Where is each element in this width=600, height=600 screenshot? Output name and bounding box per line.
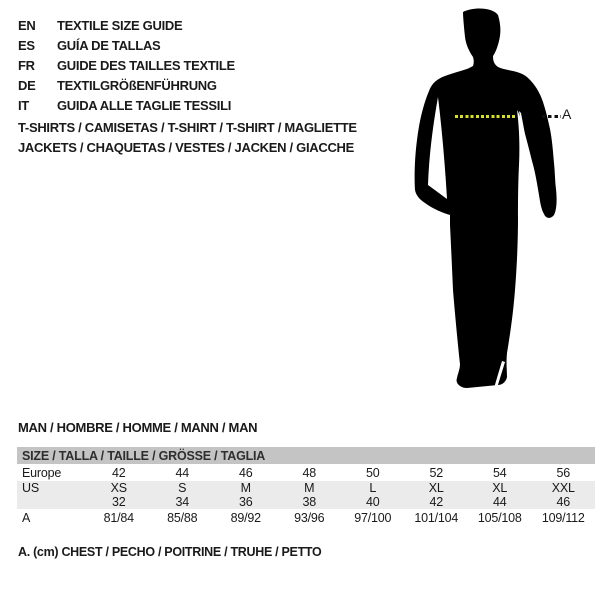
row-label: US bbox=[22, 481, 39, 495]
table-cell: 48 bbox=[302, 465, 316, 480]
section-title-man: MAN / HOMBRE / HOMME / MANN / MAN bbox=[18, 420, 258, 435]
table-cell: 54 bbox=[492, 465, 507, 480]
language-title: GUIDE DES TAILLES TEXTILE bbox=[57, 57, 235, 73]
language-row-it bbox=[18, 95, 235, 115]
table-cell: 109/112 bbox=[541, 511, 585, 525]
size-table bbox=[17, 447, 595, 527]
table-cell: 89/92 bbox=[230, 511, 261, 525]
table-cell: L bbox=[369, 481, 377, 495]
table-cell: M bbox=[240, 481, 251, 495]
table-cell: 101/104 bbox=[414, 511, 459, 525]
category-jackets: JACKETS / CHAQUETAS / VESTES / JACKEN / GIACCHE bbox=[18, 139, 354, 155]
language-code: DE bbox=[18, 77, 36, 93]
table-cell: 52 bbox=[429, 465, 443, 480]
table-cell: 40 bbox=[365, 495, 380, 509]
measure-pointer-line bbox=[542, 115, 561, 118]
measurement-footnote: A. (cm) CHEST / PECHO / POITRINE / TRUHE / PETTO bbox=[18, 545, 322, 559]
table-cell: 56 bbox=[556, 465, 570, 480]
row-label: Europe bbox=[22, 465, 62, 480]
row-label: A bbox=[22, 511, 31, 525]
table-cell: 93/96 bbox=[294, 511, 325, 525]
language-title: TEXTILGRÖßENFÜHRUNG bbox=[57, 77, 217, 93]
category-tshirts: T-SHIRTS / CAMISETAS / T-SHIRT / T-SHIRT / MAGLIETTE bbox=[18, 119, 357, 135]
language-code: IT bbox=[18, 97, 29, 113]
table-cell: M bbox=[304, 481, 315, 495]
table-cell: 34 bbox=[175, 495, 189, 509]
size-table-header: SIZE / TALLA / TAILLE / GRÖSSE / TAGLIA bbox=[17, 447, 595, 464]
table-cell: XXL bbox=[551, 481, 575, 495]
man-silhouette bbox=[405, 5, 575, 395]
language-code: ES bbox=[18, 37, 35, 53]
table-cell: 42 bbox=[111, 465, 126, 480]
table-cell: 32 bbox=[111, 495, 126, 509]
language-title: GUIDA ALLE TAGLIE TESSILI bbox=[57, 97, 232, 113]
table-cell: 38 bbox=[302, 495, 316, 509]
chest-measure-line bbox=[455, 115, 517, 118]
language-code: FR bbox=[18, 57, 35, 73]
garment-categories bbox=[18, 117, 357, 157]
language-list bbox=[18, 15, 235, 115]
table-row-numeric bbox=[17, 495, 595, 509]
measure-label-a: A bbox=[562, 106, 572, 122]
table-cell: 97/100 bbox=[354, 511, 392, 525]
language-row-es bbox=[18, 35, 235, 55]
table-cell: 44 bbox=[492, 495, 507, 509]
language-title: GUÍA DE TALLAS bbox=[57, 37, 161, 53]
language-row-de bbox=[18, 75, 235, 95]
table-cell: 50 bbox=[365, 465, 380, 480]
table-cell: XL bbox=[492, 481, 508, 495]
table-cell: 36 bbox=[238, 495, 253, 509]
table-cell: 42 bbox=[429, 495, 443, 509]
table-row-us bbox=[17, 481, 595, 495]
table-cell: S bbox=[178, 481, 187, 495]
table-cell: 105/108 bbox=[477, 511, 522, 525]
table-cell: 46 bbox=[556, 495, 570, 509]
table-cell: XS bbox=[110, 481, 127, 495]
language-code: EN bbox=[18, 17, 36, 33]
table-cell: 46 bbox=[238, 465, 253, 480]
language-title: TEXTILE SIZE GUIDE bbox=[57, 17, 183, 33]
table-row-chest-a bbox=[17, 509, 595, 527]
table-row-europe bbox=[17, 464, 595, 481]
language-row-fr bbox=[18, 55, 235, 75]
table-cell: 44 bbox=[175, 465, 189, 480]
language-row-en bbox=[18, 15, 235, 35]
table-cell: 85/88 bbox=[167, 511, 198, 525]
table-cell: XL bbox=[428, 481, 444, 495]
table-cell: 81/84 bbox=[103, 511, 134, 525]
